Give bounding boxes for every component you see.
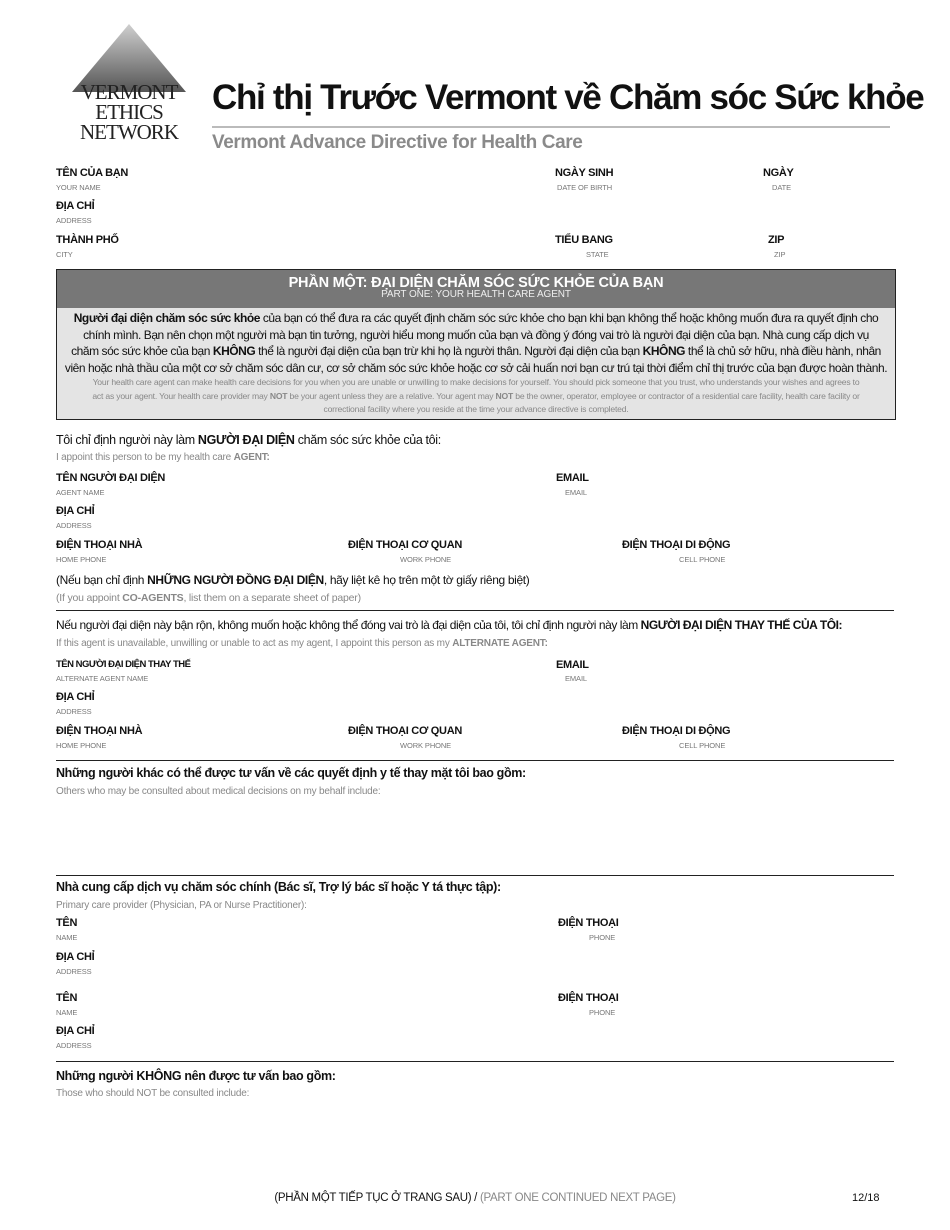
logo-line-1: VERMONT	[80, 80, 178, 104]
agent-work-label: ĐIỆN THOẠI CƠ QUAN	[348, 539, 462, 551]
coagents-en-pre: (If you appoint	[56, 592, 123, 604]
agent-cell-field[interactable]	[722, 538, 890, 562]
provider-en: Primary care provider (Physician, PA or Nurse Practitioner):	[56, 900, 307, 911]
alt-address-field[interactable]	[100, 690, 890, 714]
provider-name2-field[interactable]	[80, 991, 545, 1015]
alt-email-field[interactable]	[592, 658, 890, 682]
part-one-vi-text: thể là người đại diện của bạn trừ khi họ là người thân. Người đại diện của bạn	[255, 344, 643, 358]
appoint-vi	[56, 433, 441, 447]
appoint-en	[56, 452, 270, 463]
provider-phone1-label: ĐIỆN THOẠI	[558, 917, 619, 929]
not-consulted-en: Those who should NOT be consulted include:	[56, 1088, 250, 1099]
provider-name2-sub: NAME	[56, 1008, 78, 1017]
alt-address-label: ĐỊA CHỈ	[56, 691, 95, 703]
alt-name-field[interactable]	[170, 658, 545, 682]
alternate-en-bold: ALTERNATE AGENT:	[452, 638, 548, 649]
page-subtitle: Vermont Advance Directive for Health Care	[212, 132, 583, 153]
agent-home-field[interactable]	[140, 538, 340, 562]
part-one-vi-text: chính mình. Bạn nên chọn một người mà bạn tin tưởng, người hiểu mong muốn của bạn và đồng ý đóng vai trò là người đại diện của bạn. Nhà cung cấp dịch vụ	[83, 327, 869, 342]
state-sub: STATE	[586, 250, 609, 259]
alt-email-sub: EMAIL	[565, 674, 588, 683]
provider-vi: Nhà cung cấp dịch vụ chăm sóc chính (Bác sĩ, Trợ lý bác sĩ hoặc Y tá thực tập):	[56, 880, 501, 894]
footer-continued-vi: (PHẦN MỘT TIẾP TỤC Ở TRANG SAU) /	[274, 1192, 480, 1204]
part-one-vi-line	[57, 310, 895, 327]
your-name-field[interactable]	[120, 166, 545, 190]
part-one-vi-line	[57, 327, 895, 344]
agent-cell-label: ĐIỆN THOẠI DI ĐỘNG	[622, 539, 731, 551]
others-en: Others who may be consulted about medical decisions on my behalf include:	[56, 786, 381, 797]
agent-email-sub: EMAIL	[565, 488, 588, 497]
logo-line-2: ETHICS	[95, 100, 163, 124]
address-sub: ADDRESS	[56, 216, 92, 225]
alternate-en-pre: If this agent is unavailable, unwilling or unable to act as my agent, I appoint this person as my	[56, 638, 453, 649]
part-one-header	[57, 270, 895, 308]
state-label: TIỂU BANG	[555, 234, 613, 246]
provider-phone1-sub: PHONE	[589, 933, 616, 942]
part-one-en-bold: NOT	[495, 390, 514, 401]
part-one-en-text: correctional facility where you reside at the time your advance directive is completed.	[323, 404, 629, 414]
page-number: 12/18	[852, 1192, 880, 1204]
part-one-vi-bold: KHÔNG	[642, 344, 686, 358]
footer-continued-en: (PART ONE CONTINUED NEXT PAGE)	[479, 1192, 676, 1204]
alt-work-label: ĐIỆN THOẠI CƠ QUAN	[348, 725, 462, 737]
provider-address2-label: ĐỊA CHỈ	[56, 1025, 95, 1037]
agent-home-sub: HOME PHONE	[56, 555, 107, 564]
alt-work-sub: WORK PHONE	[400, 741, 452, 750]
alt-home-label: ĐIỆN THOẠI NHÀ	[56, 725, 143, 737]
alternate-vi	[56, 618, 842, 632]
logo-line-3: NETWORK	[80, 120, 178, 144]
provider-phone2-sub: PHONE	[589, 1008, 616, 1017]
page-title: Chỉ thị Trước Vermont về Chăm sóc Sức khỏe	[212, 78, 924, 117]
provider-address2-field[interactable]	[100, 1024, 890, 1048]
your-name-sub: YOUR NAME	[56, 183, 101, 192]
city-sub: CITY	[56, 250, 73, 259]
coagents-vi	[56, 573, 529, 587]
zip-field[interactable]	[795, 233, 890, 257]
coagents-vi-pre: (Nếu bạn chỉ định	[56, 573, 148, 587]
agent-name-label: TÊN NGƯỜI ĐẠI DIỆN	[56, 472, 166, 484]
part-one-en-bold: NOT	[269, 390, 288, 401]
part-one-vi-bold: KHÔNG	[212, 344, 256, 358]
alternate-vi-bold: NGƯỜI ĐẠI DIỆN THAY THẾ CỦA TÔI:	[640, 618, 843, 632]
part-one-vi-line	[57, 343, 895, 360]
provider-address1-field[interactable]	[100, 950, 890, 974]
alt-name-label: TÊN NGƯỜI ĐẠI DIỆN THAY THẾ	[56, 659, 191, 670]
date-sub: DATE	[772, 183, 792, 192]
provider-address1-label: ĐỊA CHỈ	[56, 951, 95, 963]
address-label: ĐỊA CHỈ	[56, 200, 95, 212]
zip-label: ZIP	[768, 234, 785, 246]
date-field[interactable]	[795, 166, 890, 190]
alternate-vi-pre: Nếu người đại diện này bận rộn, không muốn hoặc không thể đóng vai trò là đại diện của tôi, tôi chỉ định người này làm	[56, 618, 641, 632]
state-field[interactable]	[612, 233, 752, 257]
part-one-title: PHẦN MỘT: ĐẠI DIỆN CHĂM SÓC SỨC KHỎE CỦA BẠN	[288, 275, 664, 291]
agent-email-label: EMAIL	[556, 472, 589, 484]
agent-work-sub: WORK PHONE	[400, 555, 452, 564]
coagents-en-bold: CO-AGENTS	[122, 592, 184, 604]
footer-continued	[0, 1192, 950, 1204]
agent-work-field[interactable]	[450, 538, 615, 562]
part-one-vi-text: chăm sóc sức khỏe của bạn	[71, 344, 213, 358]
alt-home-field[interactable]	[140, 724, 340, 748]
provider-name2-label: TÊN	[56, 992, 78, 1004]
others-field[interactable]	[56, 800, 894, 870]
part-one-en-line	[57, 376, 895, 390]
part-one-box	[56, 269, 896, 420]
appoint-vi-bold: NGƯỜI ĐẠI DIỆN	[197, 433, 295, 447]
divider	[56, 760, 894, 761]
date-label: NGÀY	[763, 167, 794, 179]
agent-cell-sub: CELL PHONE	[679, 555, 726, 564]
provider-address1-sub: ADDRESS	[56, 967, 92, 976]
part-one-en-line	[57, 390, 895, 404]
alt-address-sub: ADDRESS	[56, 707, 92, 716]
alt-cell-label: ĐIỆN THOẠI DI ĐỘNG	[622, 725, 731, 737]
coagents-en	[56, 592, 361, 604]
part-one-en-text: be the owner, operator, employee or contractor of a residential care facility, health care facility or	[513, 390, 860, 401]
not-consulted-field[interactable]	[56, 1102, 894, 1177]
provider-phone1-field[interactable]	[620, 916, 890, 940]
appoint-en-pre: I appoint this person to be my health care	[56, 452, 234, 463]
divider	[56, 875, 894, 876]
agent-address-label: ĐỊA CHỈ	[56, 505, 95, 517]
dob-sub: DATE OF BIRTH	[557, 183, 613, 192]
part-one-subtitle: PART ONE: YOUR HEALTH CARE AGENT	[381, 289, 571, 300]
your-name-label: TÊN CỦA BẠN	[56, 167, 129, 179]
coagents-vi-post: , hãy liệt kê họ trên một tờ giấy riêng biệt)	[323, 573, 530, 587]
part-one-body	[57, 310, 895, 417]
divider	[56, 610, 894, 611]
coagents-vi-bold: NHỮNG NGƯỜI ĐỒNG ĐẠI DIỆN	[147, 573, 324, 587]
logo	[68, 24, 190, 152]
alt-email-label: EMAIL	[556, 659, 589, 671]
part-one-vi-text: viên hoặc nhà thầu của một cơ sở chăm sóc dân cư, cơ sở chăm sóc sức khỏe hoặc cơ sở cải huấn nơi bạn cư trú tại thời điểm chỉ thị trước của bạn được hoàn thành.	[64, 360, 888, 375]
dob-label: NGÀY SINH	[555, 167, 614, 179]
part-one-en-text: Your health care agent can make health care decisions for you when you are unable or unwilling to make decisions for yourself. You should pick someone that you trust, who understands your wishes and agrees to	[92, 377, 860, 387]
city-field[interactable]	[120, 233, 545, 257]
provider-name1-label: TÊN	[56, 917, 78, 929]
divider	[56, 1061, 894, 1062]
others-vi: Những người khác có thể được tư vấn về các quyết định y tế thay mặt tôi bao gồm:	[56, 766, 526, 780]
provider-phone2-label: ĐIỆN THOẠI	[558, 992, 619, 1004]
agent-name-sub: AGENT NAME	[56, 488, 105, 497]
appoint-vi-post: chăm sóc sức khỏe của tôi:	[294, 433, 441, 447]
agent-address-sub: ADDRESS	[56, 521, 92, 530]
provider-name1-field[interactable]	[80, 916, 545, 940]
alt-cell-field[interactable]	[722, 724, 890, 748]
part-one-en-text: act as your agent. Your health care provider may	[92, 390, 270, 401]
part-one-vi-text: của bạn có thể đưa ra các quyết định chăm sóc sức khỏe cho bạn khi bạn không thể hoặc không muốn đưa ra quyết định cho	[259, 311, 879, 325]
dob-field[interactable]	[612, 166, 752, 190]
not-consulted-vi: Những người KHÔNG nên được tư vấn bao gồm:	[56, 1069, 336, 1083]
agent-name-field[interactable]	[160, 471, 545, 495]
alt-home-sub: HOME PHONE	[56, 741, 107, 750]
agent-home-label: ĐIỆN THOẠI NHÀ	[56, 539, 143, 551]
alternate-en	[56, 638, 548, 649]
part-one-vi-text: thể là chủ sở hữu, nhà điều hành, nhân	[685, 344, 881, 358]
address-field[interactable]	[100, 199, 890, 223]
part-one-en-line	[57, 403, 895, 417]
provider-name1-sub: NAME	[56, 933, 78, 942]
part-one-vi-bold: Người đại diện chăm sóc sức khỏe	[73, 311, 260, 325]
appoint-en-bold: AGENT:	[233, 452, 270, 463]
agent-address-field[interactable]	[100, 504, 890, 528]
part-one-en-text: be your agent unless they are a relative. Your agent may	[287, 390, 496, 401]
zip-sub: ZIP	[774, 250, 786, 259]
alt-name-sub: ALTERNATE AGENT NAME	[56, 674, 149, 683]
appoint-vi-pre: Tôi chỉ định người này làm	[56, 433, 198, 447]
alt-work-field[interactable]	[450, 724, 615, 748]
city-label: THÀNH PHỐ	[56, 234, 119, 246]
provider-phone2-field[interactable]	[620, 991, 890, 1015]
part-one-vi-line	[57, 360, 895, 377]
agent-email-field[interactable]	[592, 471, 890, 495]
alt-cell-sub: CELL PHONE	[679, 741, 726, 750]
coagents-en-post: , list them on a separate sheet of paper)	[183, 592, 361, 604]
provider-address2-sub: ADDRESS	[56, 1041, 92, 1050]
